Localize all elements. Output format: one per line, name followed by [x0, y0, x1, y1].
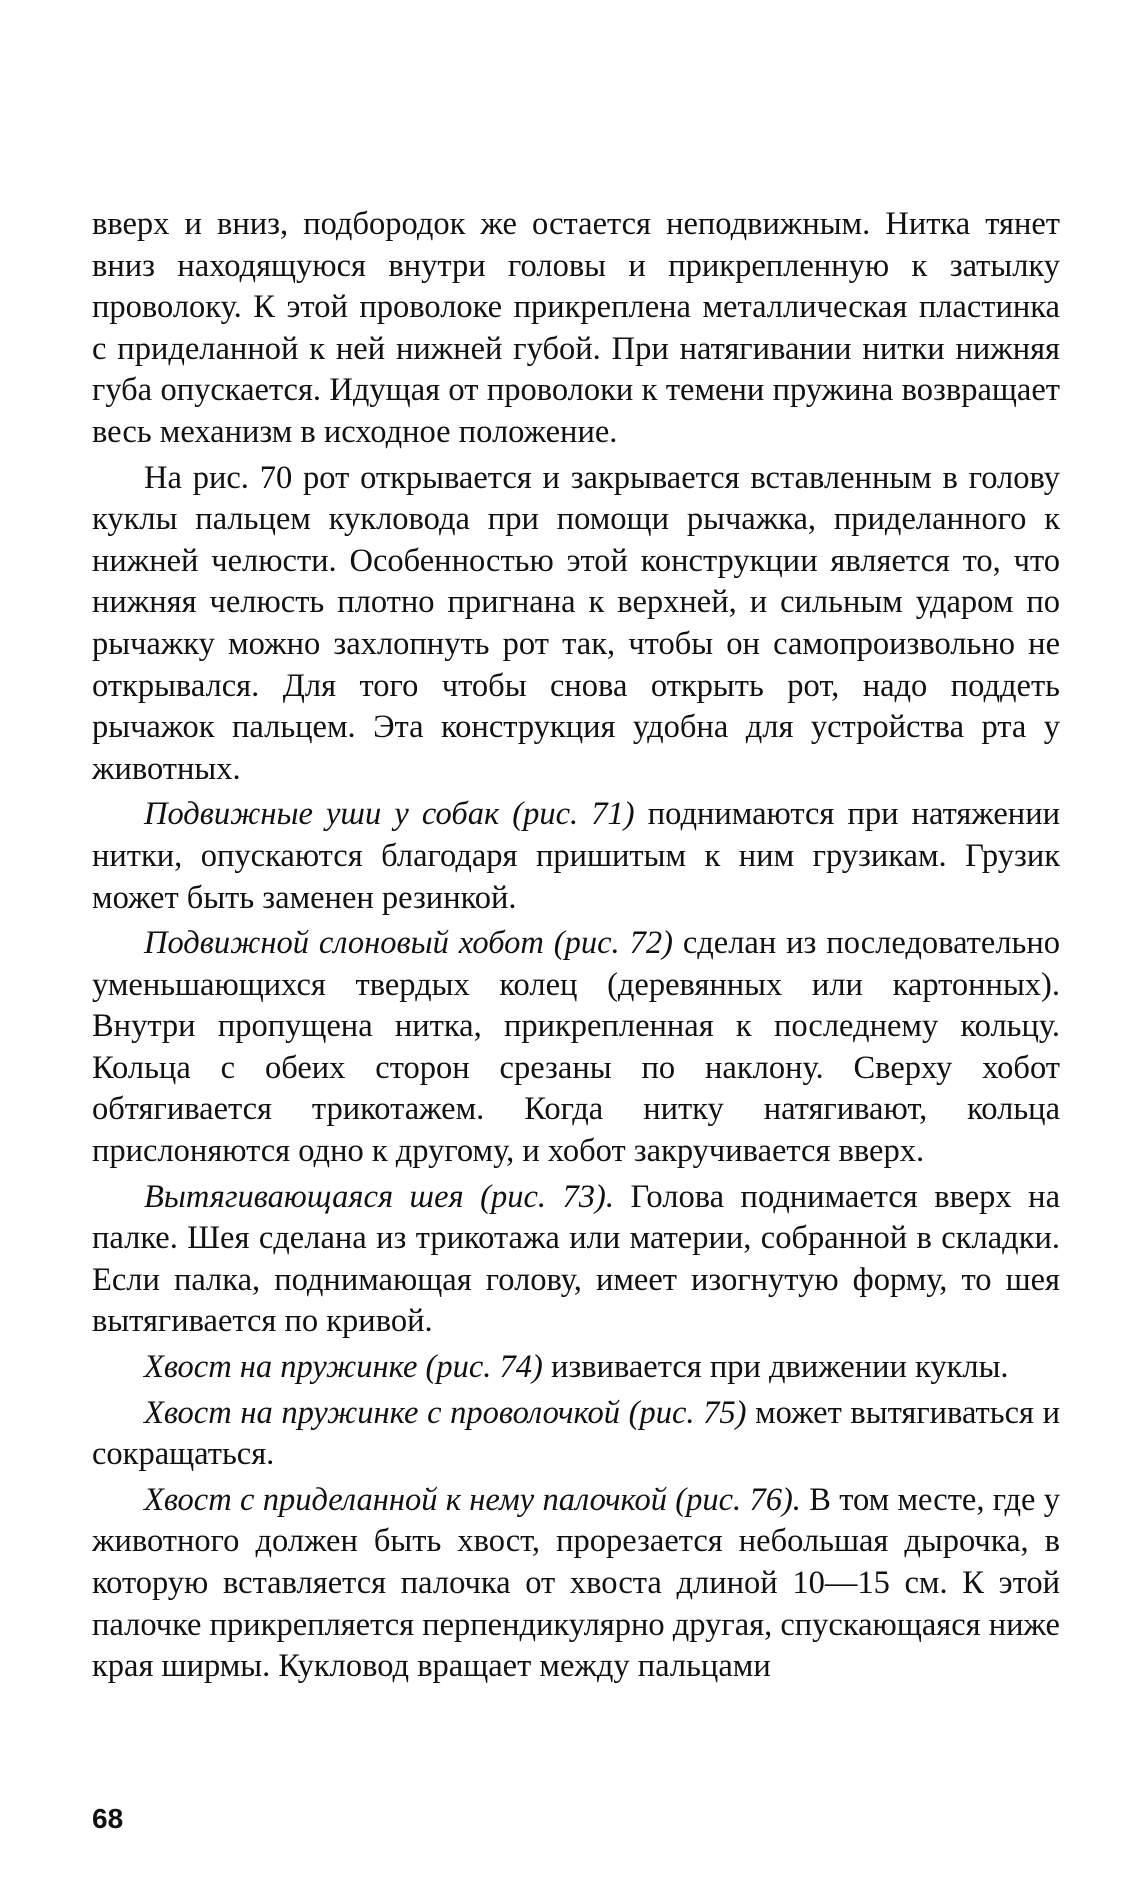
paragraph-1-text: вверх и вниз, подбородок же остается неподвижным. Нитка тянет вниз находящуюся внутри головы и прикрепленную к затылку проволоку. К этой проволоке прикреплена металлическая пластинка с приделанной к ней нижней губой. При натягивании нитки нижняя губа опускается. Идущая от проволоки к темени пружина возвращает весь механизм в исходное положение. — [92, 206, 1060, 450]
paragraph-4 — [92, 923, 1060, 1173]
paragraph-8-lead: Хвост с приделанной к нему палочкой (рис. 76). — [144, 1481, 801, 1518]
paragraph-5-lead: Вытягивающаяся шея (рис. 73). — [144, 1178, 614, 1215]
paragraph-3-lead: Подвижные уши у собак (рис. 71) — [144, 796, 635, 833]
paragraph-4-lead: Подвижной слоновый хобот (рис. 72) — [144, 925, 673, 962]
paragraph-2-text: На рис. 70 рот открывается и закрывается вставленным в голову куклы пальцем кукловода при помощи рычажка, приделанного к нижней челюсти. Особенностью этой конструкции является то, что нижняя челюсть плотно пригнана к верхней, и сильным ударом по рычажку можно захлопнуть рот так, чтобы он самопроизвольно не открывался. Для того чтобы снова открыть рот, надо поддеть рычажок пальцем. Эта конструкция удобна для устройства рта у животных. — [92, 459, 1060, 787]
paragraph-8-text: В том месте, где у животного должен быть хвост, прорезается небольшая дырочка, в которую вставляется палочка от хвоста длиной 10—15 см. К этой палочке прикрепляется перпендикулярно другая, спускающаяся ниже края ширмы. Кукловод вращает между пальцами — [92, 1481, 1060, 1685]
page-body — [92, 204, 1060, 1692]
paragraph-8 — [92, 1480, 1060, 1688]
paragraph-5-text: Голова поднимается вверх на палке. Шея сделана из трикотажа или материи, собранной в складки. Если палка, поднимающая голову, имеет изогнутую форму, то шея вытягивается по кривой. — [92, 1178, 1060, 1340]
paragraph-2 — [92, 458, 1060, 791]
paragraph-7-lead: Хвост на пружинке с проволочкой (рис. 75) — [144, 1394, 747, 1431]
paragraph-3 — [92, 794, 1060, 919]
paragraph-4-text: сделан из последовательно уменьшающихся твердых колец (деревянных или картонных). Внутри пропущена нитка, прикрепленная к последнему кольцу. Кольца с обеих сторон срезаны по наклону. Сверху хобот обтягивается трикотажем. Когда нитку натягивают, кольца прислоняются одно к другому, и хобот закручивается вверх. — [92, 925, 1060, 1170]
paragraph-6 — [92, 1347, 1060, 1389]
paragraph-6-text: извивается при движении куклы. — [542, 1349, 1009, 1386]
paragraph-1 — [92, 204, 1060, 454]
paragraph-7-text: может вытягиваться и сокращаться. — [92, 1394, 1060, 1473]
paragraph-3-text: поднимаются при натяжении нитки, опускаются благодаря пришитым к ним грузикам. Грузик может быть заменен резинкой. — [92, 796, 1060, 916]
page-number: 68 — [92, 1803, 124, 1834]
paragraph-7 — [92, 1393, 1060, 1476]
paragraph-6-lead: Хвост на пружинке (рис. 74) — [144, 1349, 543, 1386]
paragraph-5 — [92, 1177, 1060, 1343]
